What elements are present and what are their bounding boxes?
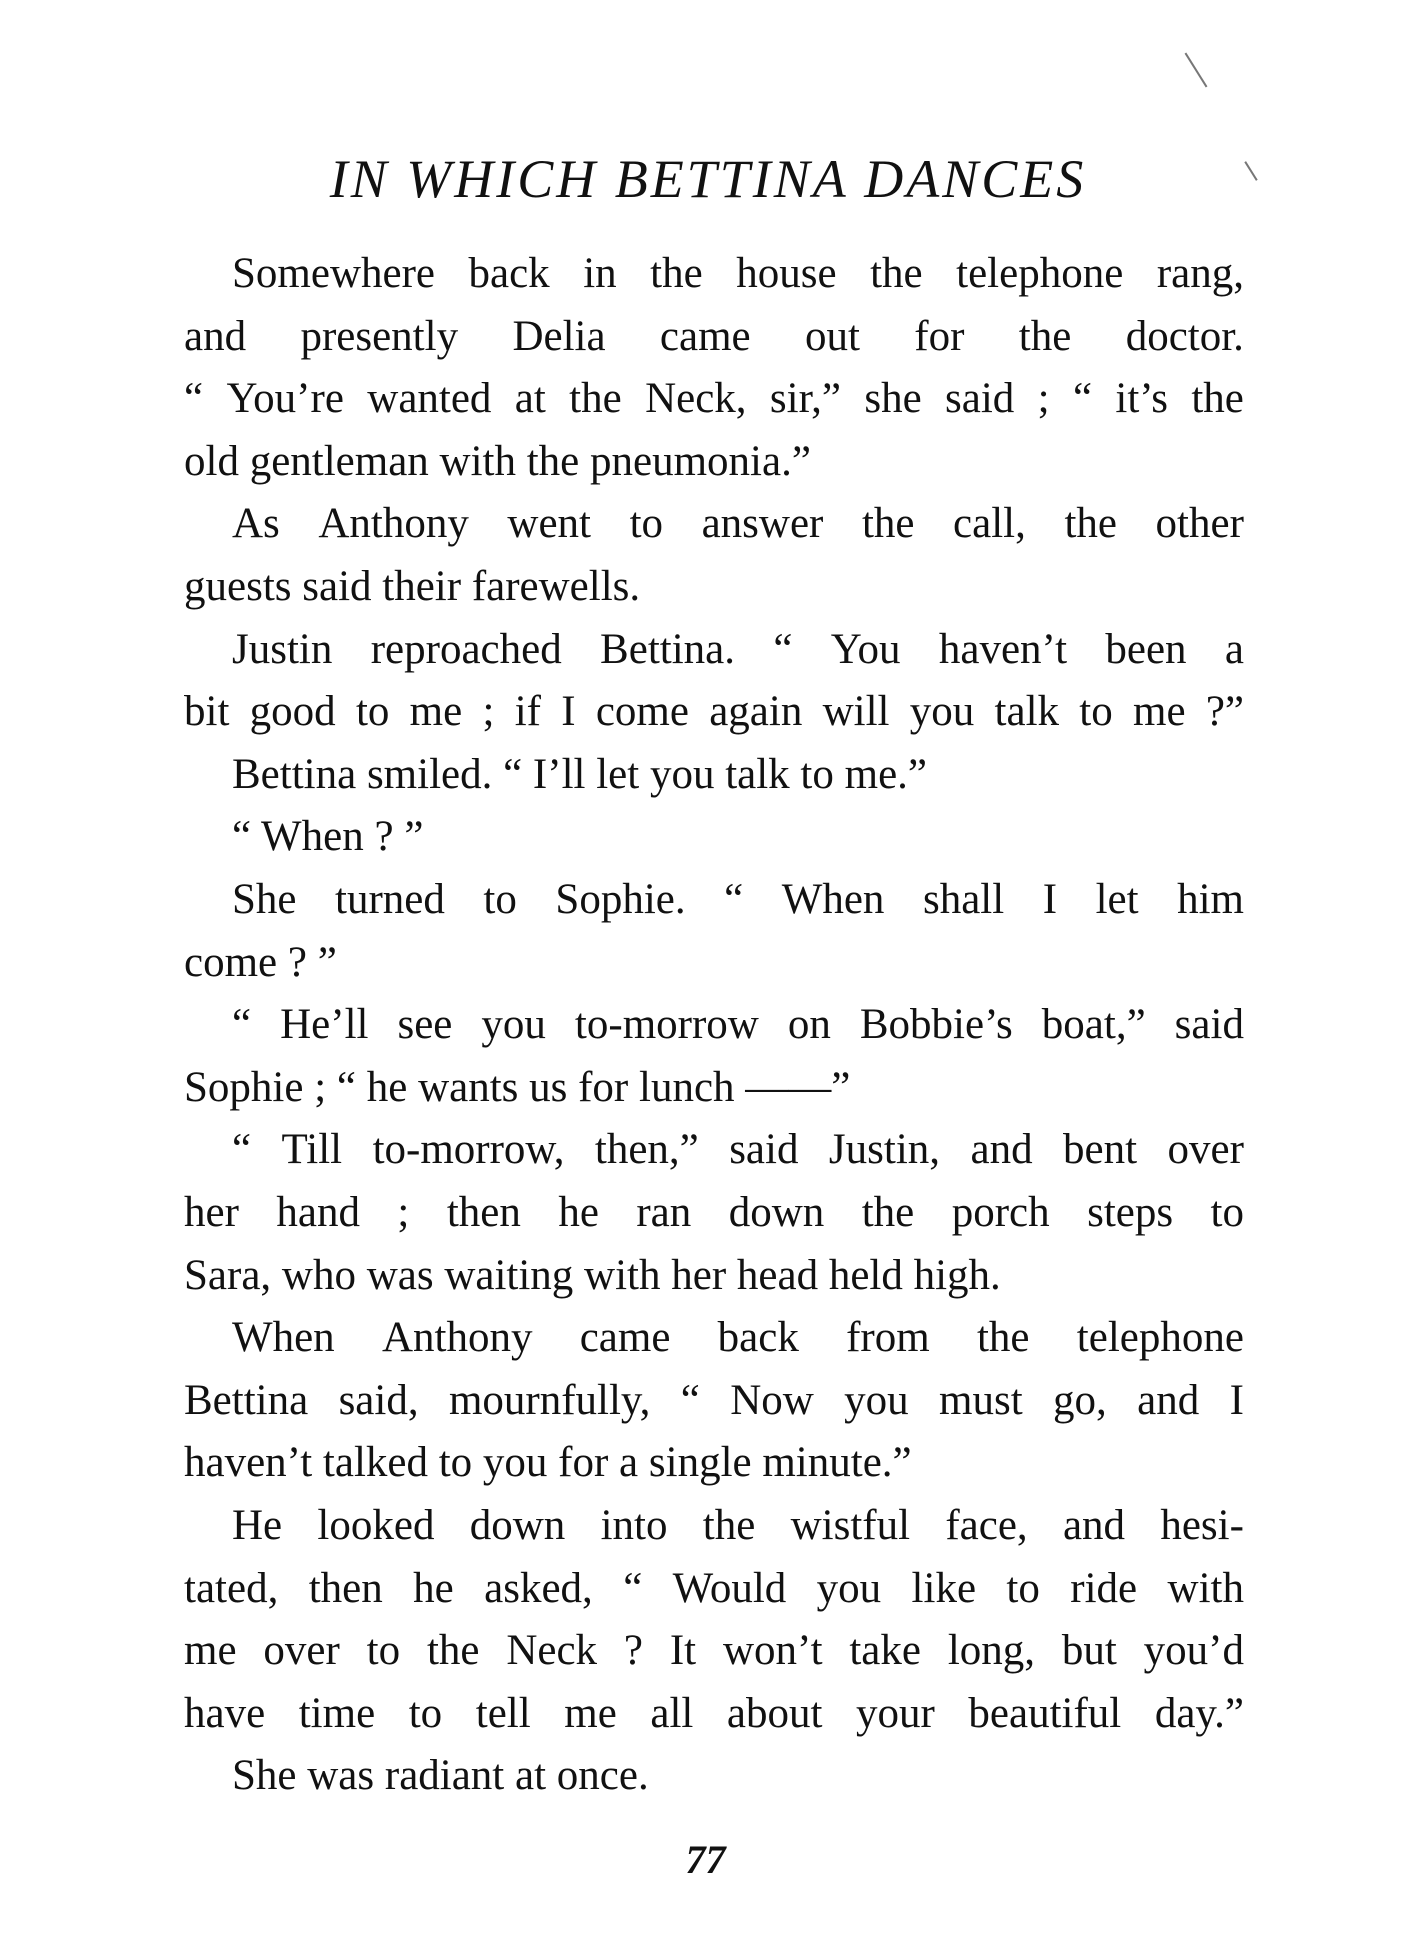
text-line: old gentleman with the pneumonia.” [184, 437, 811, 485]
text-line: and presently Delia came out for the doctor. [184, 312, 1244, 360]
text-line: Somewhere back in the house the telephone rang, [232, 250, 1244, 297]
text-line: She turned to Sophie. “ When shall I let him [232, 876, 1244, 923]
scan-speck [1185, 53, 1208, 88]
text-line: Bettina smiled. “ I’ll let you talk to me.” [232, 750, 927, 798]
text-line: have time to tell me all about your beautiful day.” [184, 1689, 1244, 1737]
text-line: come ? ” [184, 938, 337, 986]
text-line: tated, then he asked, “ Would you like to ride with [184, 1564, 1244, 1612]
text-line: She was radiant at once. [232, 1752, 649, 1800]
page-number: 77 [685, 1837, 726, 1882]
text-line: “ Till to-morrow, then,” said Justin, and bent over [232, 1126, 1244, 1174]
text-line: “ You’re wanted at the Neck, sir,” she said ; “ it’s the [184, 375, 1244, 423]
running-head: IN WHICH BETTINA DANCES [329, 149, 1087, 209]
text-line: me over to the Neck ? It won’t take long, but you’d [184, 1627, 1244, 1675]
text-line: Sara, who was waiting with her head held high. [184, 1251, 1001, 1299]
text-line: Sophie ; “ he wants us for lunch ——” [184, 1063, 851, 1111]
text-line: He looked down into the wistful face, and hesi- [232, 1502, 1244, 1549]
text-line: Justin reproached Bettina. “ You haven’t been a [232, 625, 1244, 673]
text-line: guests said their farewells. [184, 563, 641, 610]
text-line: Bettina said, mournfully, “ Now you must go, and I [184, 1376, 1244, 1424]
text-line: her hand ; then he ran down the porch steps to [184, 1189, 1244, 1236]
text-line: As Anthony went to answer the call, the other [232, 500, 1244, 548]
text-line: “ When ? ” [232, 813, 424, 861]
text-line: “ He’ll see you to-morrow on Bobbie’s boat,” said [232, 1001, 1244, 1049]
text-line: When Anthony came back from the telephone [232, 1314, 1244, 1362]
text-line: haven’t talked to you for a single minute.” [184, 1439, 912, 1487]
text-line: bit good to me ; if I come again will you talk to me ?” [184, 688, 1244, 736]
